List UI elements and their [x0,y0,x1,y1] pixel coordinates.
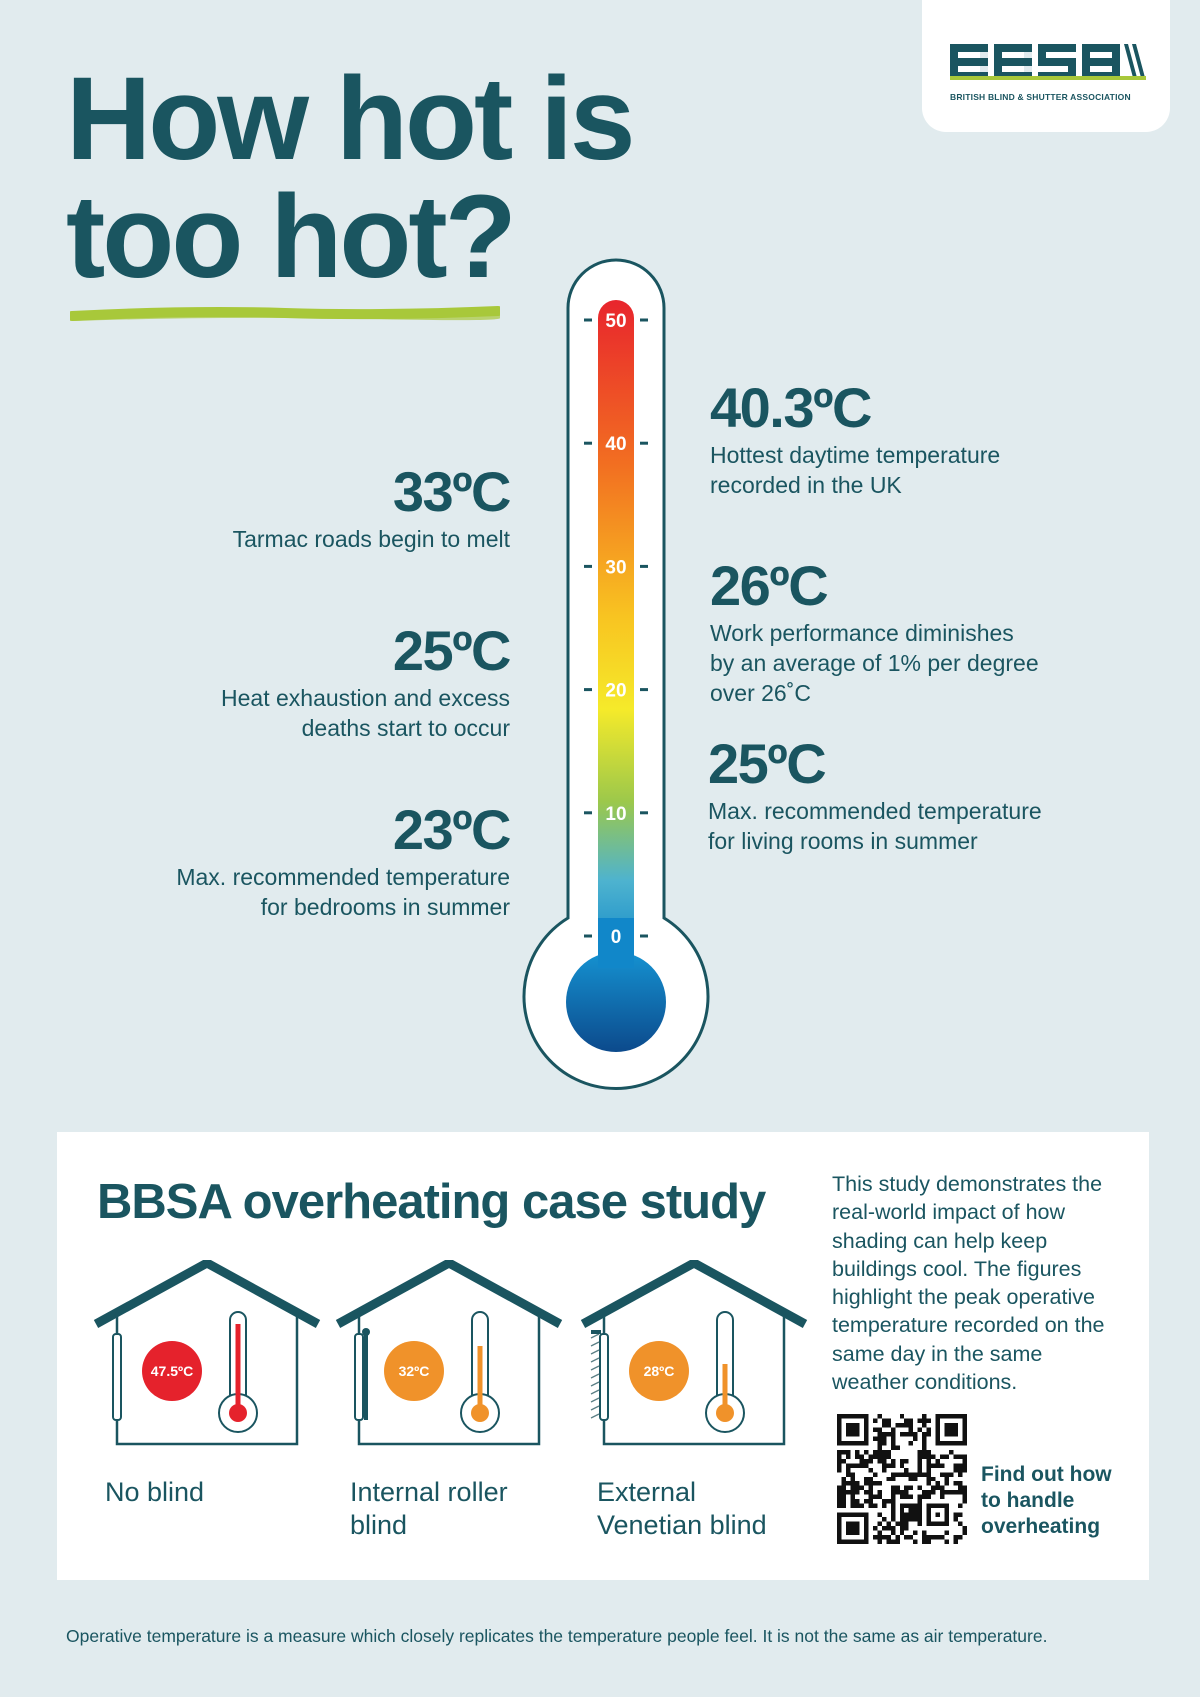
house-label-line: Venetian blind [597,1510,767,1540]
house-label-no-blind [105,1476,325,1509]
thermometer-tick-label: 0 [610,927,622,948]
house-label-line: Internal roller [350,1477,508,1507]
fact-desc-line: Max. recommended temperature [708,798,1042,824]
fact-desc: Tarmac roads begin to melt [232,526,510,552]
fact-left-1 [130,462,510,554]
title-line-1: How hot is [66,53,633,185]
fact-desc-line: Max. recommended temperature [176,864,510,890]
fact-left-2 [130,621,510,743]
fact-desc-line: deaths start to occur [301,715,510,741]
fact-desc-line: for bedrooms in summer [260,894,510,920]
fact-desc-line: recorded in the UK [710,472,902,498]
fact-temp: 25ºC [392,619,510,682]
fact-desc-line: Work performance diminishes [710,620,1014,646]
fact-desc [130,683,510,743]
qr-link-text[interactable]: Find out how to handle overheating [981,1463,1112,1538]
thermometer-graphic [520,258,720,1098]
fact-temp: 40.3ºC [710,376,871,439]
fact-temp: 23ºC [392,798,510,861]
case-study-title: BBSA overheating case study [97,1175,766,1229]
fact-desc-line: Heat exhaustion and excess [221,685,510,711]
house-label-line: blind [350,1510,408,1540]
fact-desc-line: over 26˚C [710,680,811,706]
thermometer-tick-label: 30 [605,557,627,579]
house-internal-roller-icon [334,1260,564,1450]
fact-desc [710,618,1090,708]
case-study-panel [57,1132,1149,1580]
logo-card [922,0,1170,132]
house-temp: 32ºC [398,1363,430,1379]
house-label-internal-roller [350,1476,570,1542]
house-temp: 47.5ºC [150,1363,194,1379]
fact-desc-line: for living rooms in summer [708,828,978,854]
fact-temp: 26ºC [710,554,828,617]
fact-right-3 [708,734,1088,856]
fact-desc-line: Hottest daytime temperature [710,442,1001,468]
logo-subtitle: BRITISH BLIND & SHUTTER ASSOCIATION [950,92,1131,102]
thermometer-tick-label: 20 [605,680,627,702]
footnote: Operative temperature is a measure which closely replicates the temperature people feel. It is not the same as air temperature. [66,1626,1048,1646]
fact-desc-line: by an average of 1% per degree [710,650,1039,676]
title-underline-icon [70,302,500,326]
fact-desc [708,796,1088,856]
bbsa-logo-icon [950,44,1146,80]
qr-code-icon[interactable] [837,1414,967,1544]
fact-right-1 [710,378,1090,500]
house-temp: 28ºC [643,1363,675,1379]
fact-temp: 33ºC [392,460,510,523]
fact-desc [710,440,1090,500]
house-no-blind-icon [92,1260,322,1450]
house-label-line: No blind [105,1477,205,1507]
fact-right-2 [710,556,1090,708]
house-label-external-venetian [597,1476,817,1542]
thermometer-tick-label: 50 [605,311,627,332]
thermometer-tick-label: 10 [605,803,627,825]
thermometer-tick-label: 40 [605,434,627,456]
case-study-description: This study demonstrates the real-world impact of how shading can help keep buildings cool. The figures highlight the peak operative temperature recorded on the same day in the same weather conditions. [832,1172,1105,1395]
fact-temp: 25ºC [708,732,826,795]
title-line-2: too hot? [66,171,514,303]
house-label-line: External [597,1477,697,1507]
fact-left-3 [130,800,510,922]
fact-desc [130,862,510,922]
house-external-venetian-icon [579,1260,809,1450]
